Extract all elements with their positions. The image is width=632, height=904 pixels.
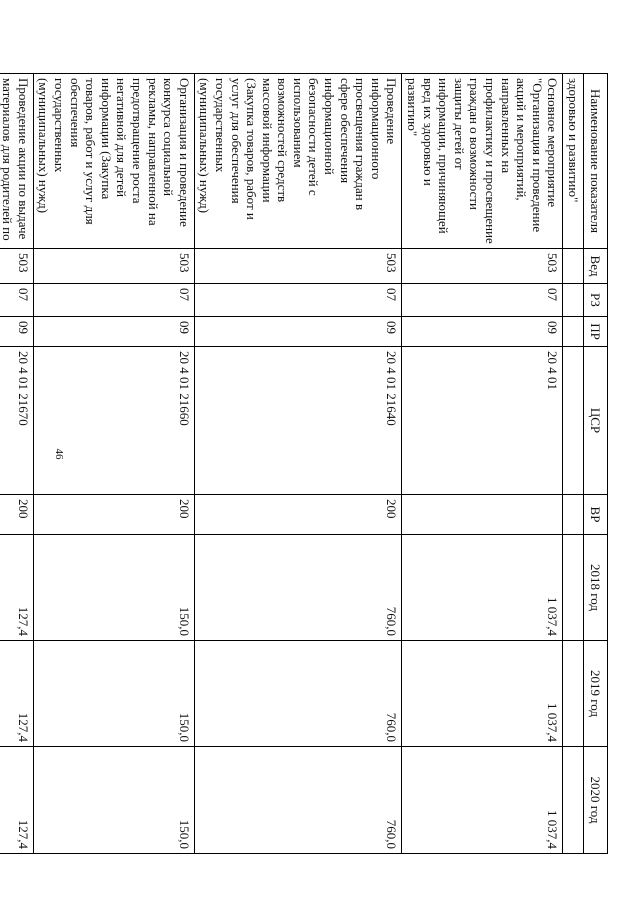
- table-row: [33, 74, 194, 854]
- header-name: Наименование показателя: [584, 74, 608, 249]
- cell-csr: [563, 347, 584, 495]
- cell-name: Проведение информационного просвещения граждан в сфере обеспечения информационной безопасности детей с использованием возможностей средств массовой информации (Закупка товаров, работ и услуг для обеспечения государственных (муниципальных) нужд): [194, 74, 402, 249]
- header-pr: ПР: [584, 317, 608, 347]
- cell-2019: 760,0: [194, 641, 402, 747]
- cell-2018: [563, 535, 584, 641]
- cell-2019: 150,0: [33, 641, 194, 747]
- cell-csr: 20 4 01 21660: [33, 347, 194, 495]
- cell-ved: 503: [402, 249, 563, 284]
- cell-pr: 09: [402, 317, 563, 347]
- cell-2020: 150,0: [33, 747, 194, 854]
- cell-pr: 09: [194, 317, 402, 347]
- cell-csr: 20 4 01 21640: [194, 347, 402, 495]
- cell-rz: 07: [0, 284, 33, 317]
- cell-2020: [563, 747, 584, 854]
- cell-vr: 200: [194, 495, 402, 535]
- cell-pr: 09: [0, 317, 33, 347]
- cell-2020: 1 037,4: [402, 747, 563, 854]
- cell-rz: 07: [402, 284, 563, 317]
- cell-2019: [563, 641, 584, 747]
- cell-2018: 150,0: [33, 535, 194, 641]
- table-row: [0, 74, 33, 854]
- header-csr: ЦСР: [584, 347, 608, 495]
- cell-ved: 503: [33, 249, 194, 284]
- cell-ved: [563, 249, 584, 284]
- cell-name: Проведение акции по выдаче материалов для родителей по: [0, 74, 33, 249]
- budget-table: [0, 73, 608, 854]
- cell-vr: [563, 495, 584, 535]
- header-vr: ВР: [584, 495, 608, 535]
- cell-rz: 07: [194, 284, 402, 317]
- header-2020: 2020 год: [584, 747, 608, 854]
- cell-2018: 760,0: [194, 535, 402, 641]
- header-2019: 2019 год: [584, 641, 608, 747]
- cell-ved: 503: [0, 249, 33, 284]
- cell-2020: 127,4: [0, 747, 33, 854]
- cell-2019: 127,4: [0, 641, 33, 747]
- table-row: [194, 74, 402, 854]
- page-number: 46: [53, 448, 65, 460]
- cell-ved: 503: [194, 249, 402, 284]
- header-2018: 2018 год: [584, 535, 608, 641]
- cell-csr: 20 4 01: [402, 347, 563, 495]
- cell-2018: 1 037,4: [402, 535, 563, 641]
- table-header-row: [584, 74, 608, 854]
- cell-2019: 1 037,4: [402, 641, 563, 747]
- cell-name: Организация и проведение конкурса социальной рекламы, направленной на предотвращение роста негативной для детей информации (Закупка товаров, работ и услуг для обеспечения государственных (муниципальных) нужд): [33, 74, 194, 249]
- cell-vr: [402, 495, 563, 535]
- cell-2020: 760,0: [194, 747, 402, 854]
- cell-vr: 200: [33, 495, 194, 535]
- cell-pr: [563, 317, 584, 347]
- cell-name: здоровью и развитию": [563, 74, 584, 249]
- cell-name: Основное мероприятие "Организация и проведение акций и мероприятий, направленных на профилактику и просвещение граждан о возможности защиты детей от информации, причиняющей вред их здоровью и развитию": [402, 74, 563, 249]
- cell-pr: 09: [33, 317, 194, 347]
- header-rz: РЗ: [584, 284, 608, 317]
- header-ved: Вед: [584, 249, 608, 284]
- cell-2018: 127,4: [0, 535, 33, 641]
- table-row: [402, 74, 563, 854]
- cell-rz: [563, 284, 584, 317]
- cell-csr: 20 4 01 21670: [0, 347, 33, 495]
- table-row: [563, 74, 584, 854]
- cell-rz: 07: [33, 284, 194, 317]
- cell-vr: 200: [0, 495, 33, 535]
